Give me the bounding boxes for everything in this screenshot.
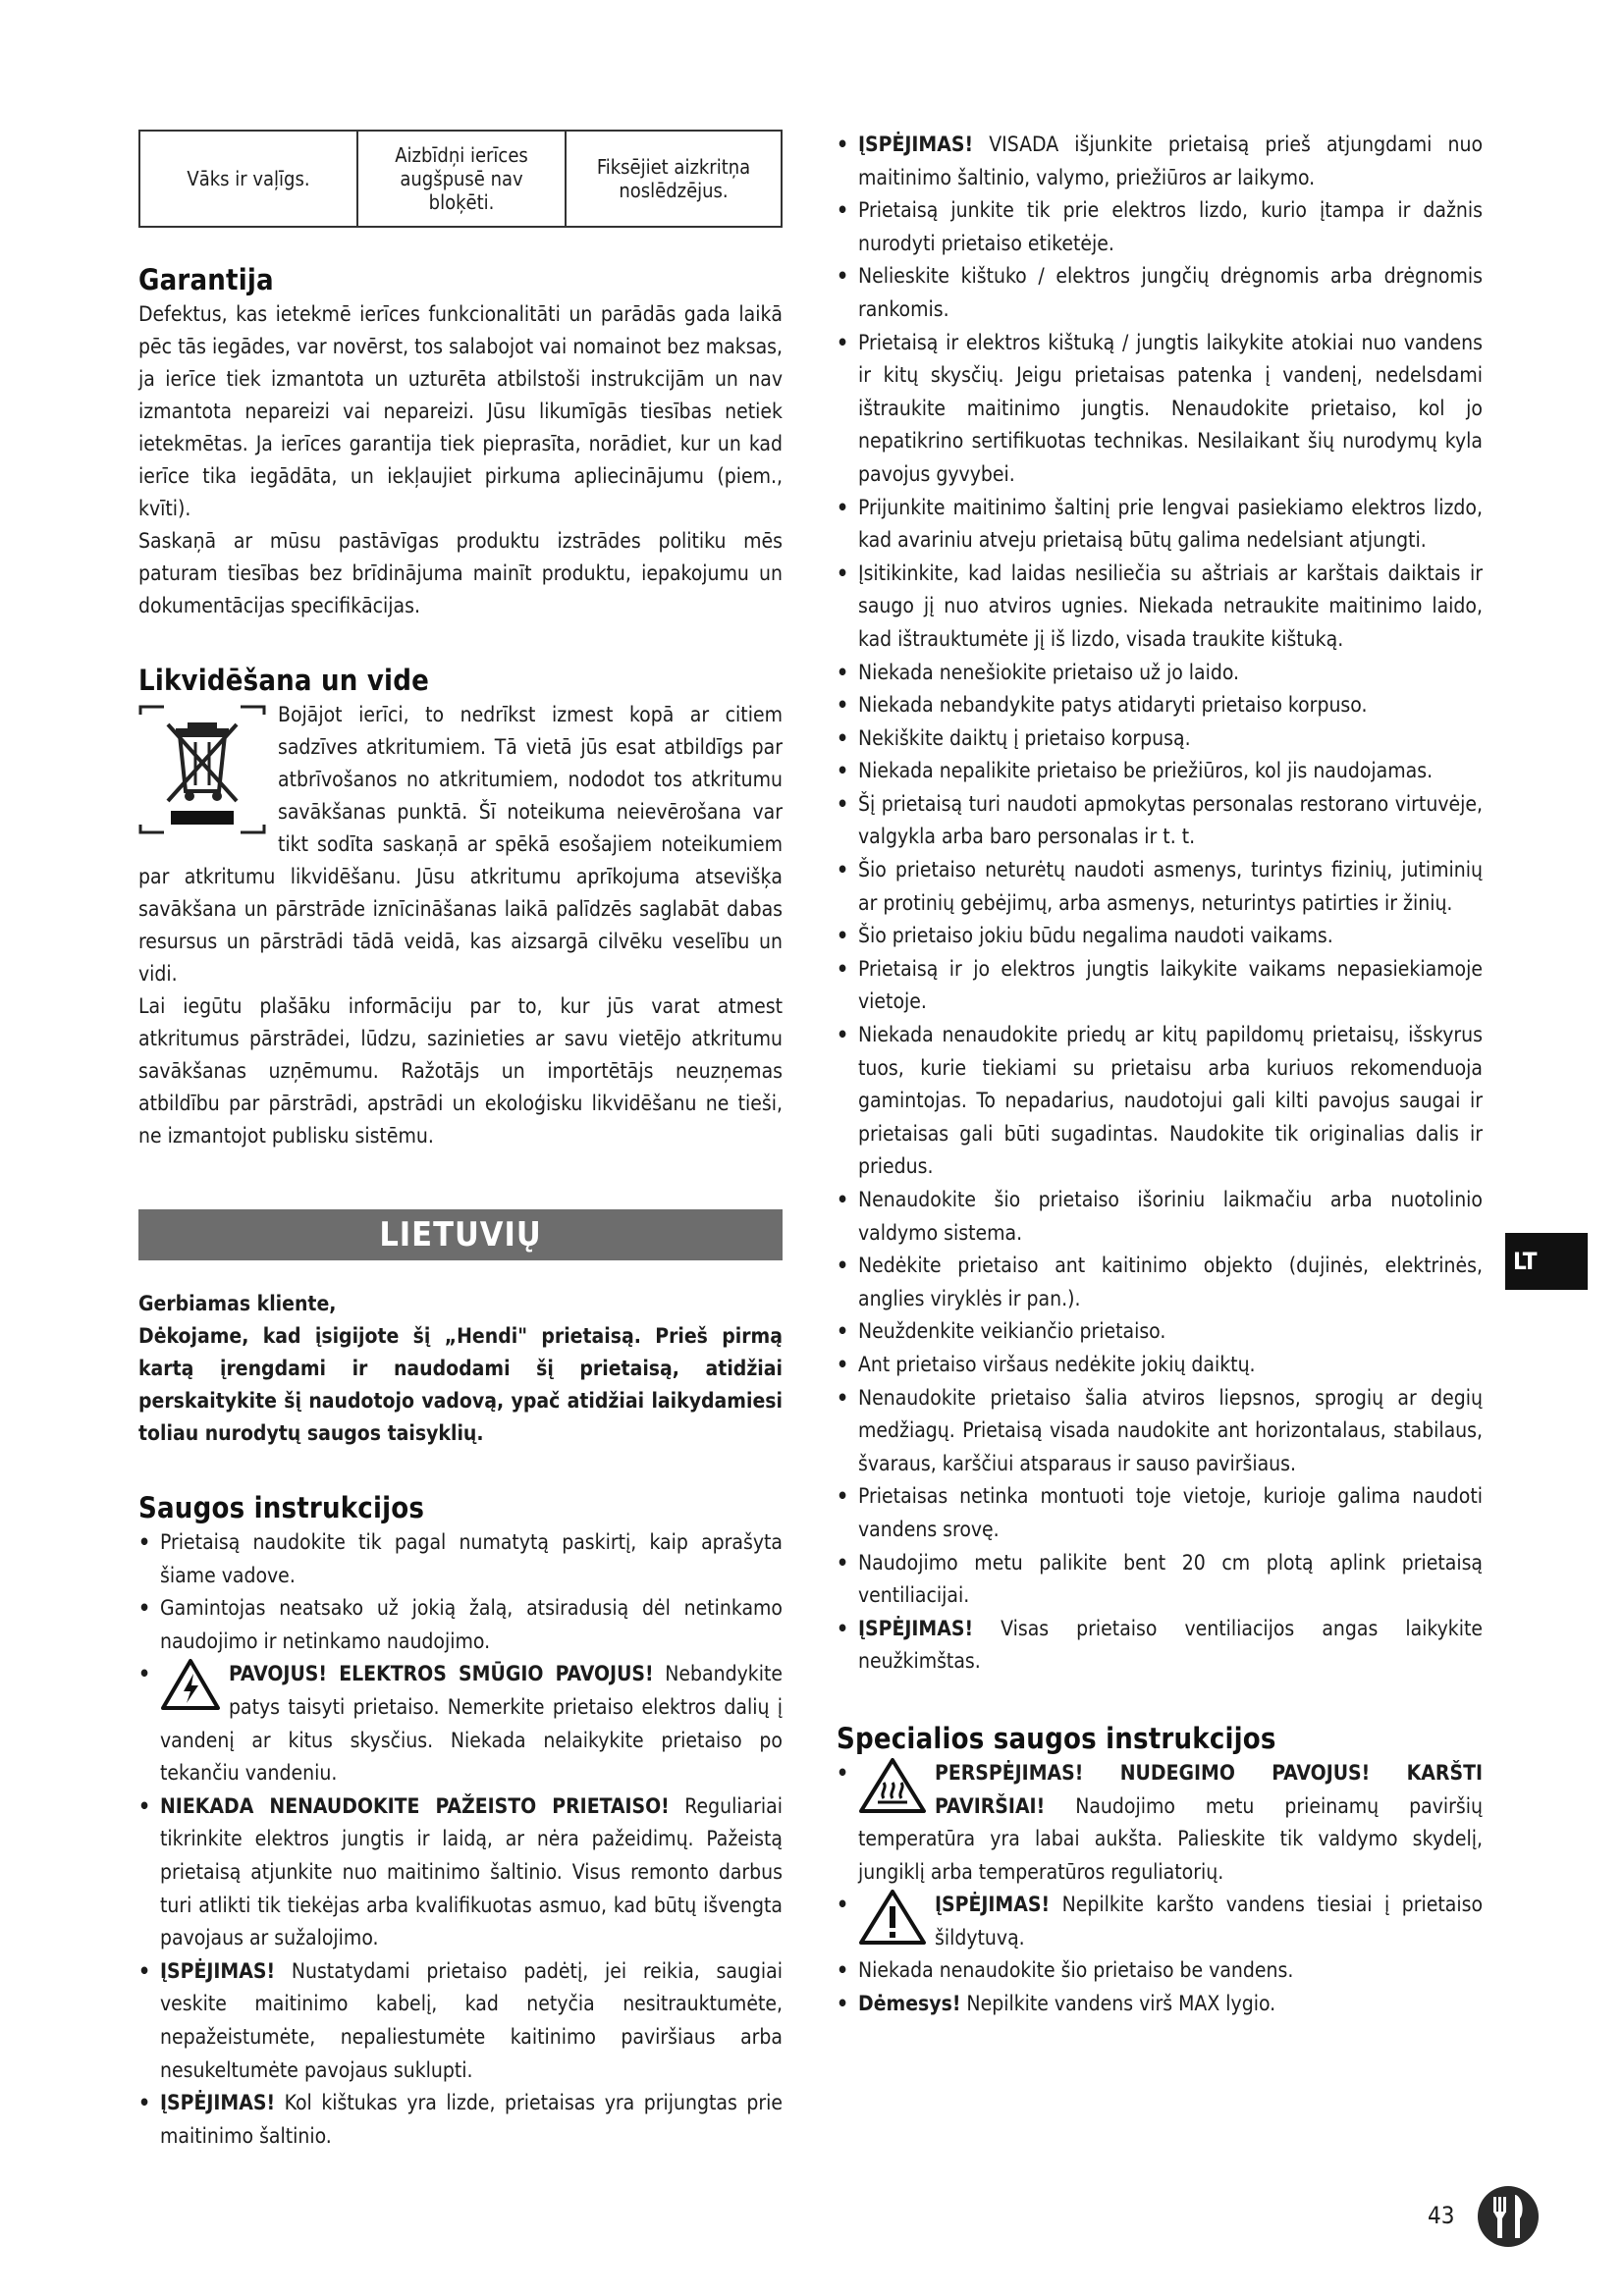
list-item: • Nenaudokite šio prietaiso išoriniu laikmačiu arba nuotolinio valdymo sistema.	[837, 1184, 1483, 1250]
table-cell: Fiksējiet aizkritņa noslēdzējus.	[566, 131, 782, 227]
list-item: • PERSPĖJIMAS! NUDEGIMO PAVOJUS! KARŠTI PAVIRŠIAI! Naudojimo metu prieinamų paviršių temperatūra yra labai aukšta. Palieskite tik valdymo skydelį, jungiklį arba temperatūros reguliatorių.	[837, 1757, 1483, 1889]
table-cell: Aizbīdņi ierīces augšpusē nav bloķēti.	[357, 131, 566, 227]
list-item: • Šio prietaiso neturėtų naudoti asmenys, turintys fizinių, jutiminių ar protinių gebėjimų, arba asmenys, neturintys patirties ir žinių.	[837, 854, 1483, 920]
list-item: • Niekada nenaudokite priedų ar kitų papildomų prietaisų, išskyrus tuos, kurie tiekiami su prietaisu arba kuriuos rekomenduoja gamintojas. To nepadarius, naudotojui gali kilti pavojus saugai ir prietaisas gali būti sugadintas. Naudokite tik originalias dalis ir priedus.	[837, 1019, 1483, 1184]
list-item: • NIEKADA NENAUDOKITE PAŽEISTO PRIETAISO! Reguliariai tikrinkite elektros jungtis ir laidą, ar nėra pažeidimų. Pažeistą prietaisą atjunkite nuo maitinimo šaltinio. Visus remonto darbus turi atlikti tik tiekėjas arba kvalifikuotas asmuo, kad būtų išvengta pavojaus ar sužalojimo.	[138, 1790, 783, 1955]
list-item: • ĮSPĖJIMAS! Kol kištukas yra lizde, prietaisas yra prijungtas prie maitinimo šaltinio.	[138, 2087, 783, 2153]
safety-list-right	[837, 129, 1483, 1679]
list-item: • PAVOJUS! ELEKTROS SMŪGIO PAVOJUS! Nebandykite patys taisyti prietaiso. Nemerkite prietaiso elektros dalių į vandenį ar kitus skysčius. Niekada nelaikykite prietaiso po tekančiu vandeniu.	[138, 1658, 783, 1789]
list-item: • Dėmesys! Nepilkite vandens virš MAX lygio.	[837, 1988, 1483, 2021]
list-item: • Prijunkite maitinimo šaltinį prie lengvai pasiekiamo elektros lizdo, kad avariniu atveju prietaisą būtų galima nedelsiant atjungti.	[837, 492, 1483, 558]
list-item: • Prietaisą junkite tik prie elektros lizdo, kurio įtampa ir dažnis nurodyti prietaiso etiketėje.	[837, 194, 1483, 260]
safety-list-left	[138, 1526, 783, 2153]
electric-shock-warning-icon	[160, 1658, 221, 1711]
section-title-saugos: Saugos instrukcijos	[138, 1491, 425, 1524]
list-item: • Prietaisą ir jo elektros jungtis laikykite vaikams nepasiekiamoje vietoje.	[837, 953, 1483, 1019]
list-item: • Neuždenkite veikiančio prietaiso.	[837, 1315, 1483, 1349]
list-item: • Šio prietaiso jokiu būdu negalima naudoti vaikams.	[837, 920, 1483, 953]
list-item: • Niekada nebandykite patys atidaryti prietaiso korpuso.	[837, 689, 1483, 722]
list-item: • Niekada nepalikite prietaiso be priežiūros, kol jis naudojamas.	[837, 755, 1483, 788]
list-item: • Nedėkite prietaiso ant kaitinimo objekto (dujinės, elektrinės, anglies viryklės ir pan.).	[837, 1250, 1483, 1315]
hot-surface-warning-icon	[858, 1757, 927, 1814]
list-item: • Ant prietaiso viršaus nedėkite jokių daiktų.	[837, 1349, 1483, 1382]
list-item: • ĮSPĖJIMAS! Visas prietaiso ventiliacijos angas laikykite neužkimštas.	[837, 1613, 1483, 1679]
table-cell: Vāks ir vaļīgs.	[139, 131, 357, 227]
list-item: • Gamintojas neatsako už jokią žalą, atsiradusią dėl netinkamo naudojimo ir netinkamo naudojimo.	[138, 1592, 783, 1658]
table-row	[139, 131, 782, 227]
list-item: • Nelieskite kištuko / elektros jungčių drėgnomis arba drėgnomis rankomis.	[837, 260, 1483, 326]
list-item: • ĮSPĖJIMAS! Nepilkite karšto vandens tiesiai į prietaiso šildytuvą.	[837, 1889, 1483, 1954]
list-item: • Prietaisą ir elektros kištuką / jungtis laikykite atokiai nuo vandens ir kitų skysčių. Jeigu prietaisas patenka į vandenį, nedelsdami ištraukite maitinimo jungtis. Nenaudokite prietaiso, kol jo nepatikrino sertifikuotas technikas. Nesilaikant šių nurodymų kyla pavojus gyvybei.	[837, 327, 1483, 492]
section-title-likvidesana: Likvidēšana un vide	[138, 664, 429, 697]
list-item: • Šį prietaisą turi naudoti apmokytas personalas restorano virtuvėje, valgykla arba baro personalas ir t. t.	[837, 788, 1483, 854]
greeting-line-1: Gerbiamas kliente,	[138, 1292, 337, 1315]
language-banner: LIETUVIŲ	[138, 1209, 783, 1260]
garantija-paragraph-2: Saskaņā ar mūsu pastāvīgas produktu izstrādes politiku mēs paturam tiesības bez brīdinājuma mainīt produktu, iepakojumu un dokumentācijas specifikācijas.	[138, 529, 783, 617]
list-item: • Prietaisą naudokite tik pagal numatytą paskirtį, kaip aprašyta šiame vadove.	[138, 1526, 783, 1592]
language-side-tab: LT	[1505, 1233, 1588, 1290]
disposal-block	[138, 699, 783, 990]
page-number: 43	[1428, 2202, 1455, 2229]
hendi-cutlery-logo-icon	[1477, 2185, 1540, 2248]
garantija-paragraph-1: Defektus, kas ietekmē ierīces funkcionalitāti un parādās gada laikā pēc tās iegādes, var novērst, tos salabojot vai nomainot bez maksas, ja ierīce tiek izmantota un uzturēta atbilstoši instrukcijām un nav izmantota nepareizi vai nepareizi. Jūsu likumīgās tiesības netiek ietekmētas. Ja ierīces garantija tiek pieprasīta, norādiet, kur un kad ierīce tika iegādāta, un iekļaujiet pirkuma apliecinājumu (piem., kvīti).	[138, 302, 783, 520]
section-title-garantija: Garantija	[138, 263, 274, 296]
section-title-special: Specialios saugos instrukcijos	[837, 1721, 1276, 1755]
list-item: • Niekada nenešiokite prietaiso už jo laido.	[837, 657, 1483, 690]
greeting-line-2: Dėkojame, kad įsigijote šį „Hendi" prietaisą. Prieš pirmą kartą įrengdami ir naudodami šį prietaisą, atidžiai perskaitykite šį naudotojo vadovą, ypač atidžiai laikydamiesi toliau nurodytų saugos taisyklių.	[138, 1324, 783, 1445]
list-item: • ĮSPĖJIMAS! VISADA išjunkite prietaisą prieš atjungdami nuo maitinimo šaltinio, valymo, priežiūros ar laikymo.	[837, 129, 1483, 194]
special-safety-list	[837, 1757, 1483, 2021]
list-item: • ĮSPĖJIMAS! Nustatydami prietaiso padėtį, jei reikia, saugiai veskite maitinimo kabelį, kad netyčia nesitrauktumėte, nepažeistumėte, nepaliestumėte kaitinimo paviršiaus arba nesukeltumėte pavojaus suklupti.	[138, 1955, 783, 2087]
list-item: • Nekiškite daiktų į prietaiso korpusą.	[837, 722, 1483, 756]
likvidesana-paragraph-2: Lai iegūtu plašāku informāciju par to, kur jūs varat atmest atkritumus pārstrādei, lūdzu, sazinieties ar savu vietējo atkritumu savākšanas uzņēmumu. Ražotājs un importētājs neuzņemas atbildību par pārstrādi, apstrādi un ekoloģisku likvidēšanu ne tieši, ne izmantojot publisku sistēmu.	[138, 994, 783, 1148]
weee-bin-icon	[138, 703, 266, 836]
list-item: • Nenaudokite prietaiso šalia atviros liepsnos, sprogių ar degių medžiagų. Prietaisą visada naudokite ant horizontalaus, stabilaus, švaraus, karščiui atsparaus ir sauso paviršiaus.	[837, 1382, 1483, 1481]
likvidesana-paragraph-1: Bojājot ierīci, to nedrīkst izmest kopā ar citiem sadzīves atkritumiem. Tā vietā jūs esat atbildīgs par atbrīvošanos no atkritumiem, nododot tos atkritumu savākšanas punktā. Šī noteikuma neievērošana var tikt sodīta saskaņā ar spēkā esošajiem noteikumiem par atkritumu likvidēšanu. Jūsu atkritumu aprīkojuma atsevišķa savākšana un pārstrāde iznīcināšanas laikā palīdzēs saglabāt dabas resursus un pārstrādi tādā veidā, kas aizsargā cilvēku veselību un vidi.	[138, 703, 783, 986]
exclamation-warning-icon	[858, 1889, 927, 1946]
list-item: • Prietaisas netinka montuoti toje vietoje, kurioje galima naudoti vandens srovę.	[837, 1480, 1483, 1546]
troubleshooting-table	[138, 130, 783, 228]
left-column	[138, 130, 783, 2153]
list-item: • Naudojimo metu palikite bent 20 cm plotą aplink prietaisą ventiliacijai.	[837, 1547, 1483, 1613]
right-column	[837, 129, 1483, 2021]
list-item: • Niekada nenaudokite šio prietaiso be vandens.	[837, 1954, 1483, 1988]
list-item: • Įsitikinkite, kad laidas nesiliečia su aštriais ar karštais daiktais ir saugo jį nuo atviros ugnies. Niekada netraukite maitinimo laido, kad ištrauktumėte jį iš lizdo, visada traukite kištuką.	[837, 558, 1483, 657]
